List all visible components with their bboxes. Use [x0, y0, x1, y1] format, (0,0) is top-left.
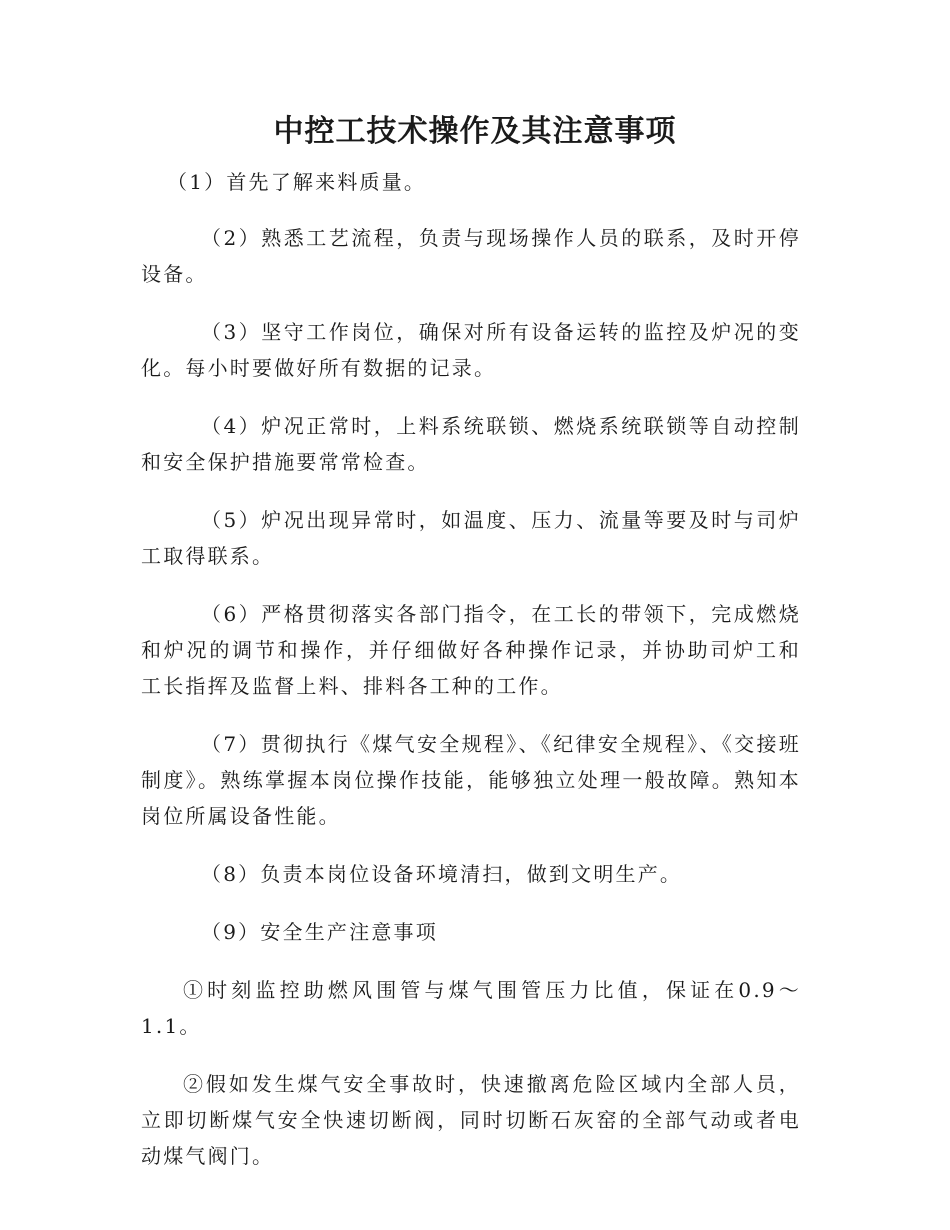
paragraph-8: （8）负责本岗位设备环境清扫，做到文明生产。: [201, 862, 683, 886]
paragraph-7: （7）贯彻执行《煤气安全规程》、《纪律安全规程》、《交接班制度》。熟练掌握本岗位操作技能，能够独立处理一般故障。熟知本岗位所属设备性能。: [141, 732, 801, 828]
paragraph-10: ①时刻监控助燃风围管与煤气围管压力比值，保证在0.9～1.1。: [141, 978, 801, 1038]
paragraph-2: （2）熟悉工艺流程，负责与现场操作人员的联系，及时开停设备。: [141, 226, 801, 286]
paragraph-3: （3）坚守工作岗位，确保对所有设备运转的监控及炉况的变化。每小时要做好所有数据的记录。: [141, 320, 801, 380]
paragraph-11: ②假如发生煤气安全事故时，快速撤离危险区域内全部人员，立即切断煤气安全快速切断阀，同时切断石灰窑的全部气动或者电动煤气阀门。: [141, 1072, 801, 1168]
paragraph-1: （1）首先了解来料质量。: [167, 170, 427, 194]
paragraph-4: （4）炉况正常时，上料系统联锁、燃烧系统联锁等自动控制和安全保护措施要常常检查。: [141, 414, 801, 474]
paragraph-6: （6）严格贯彻落实各部门指令，在工长的带领下，完成燃烧和炉况的调节和操作，并仔细做好各种操作记录，并协助司炉工和工长指挥及监督上料、排料各工种的工作。: [141, 602, 801, 698]
document-body: [141, 164, 801, 1196]
paragraph-9: （9）安全生产注意事项: [201, 920, 438, 944]
document-title: 中控工技术操作及其注意事项: [273, 114, 677, 149]
paragraph-5: （5）炉况出现异常时，如温度、压力、流量等要及时与司炉工取得联系。: [141, 508, 801, 568]
